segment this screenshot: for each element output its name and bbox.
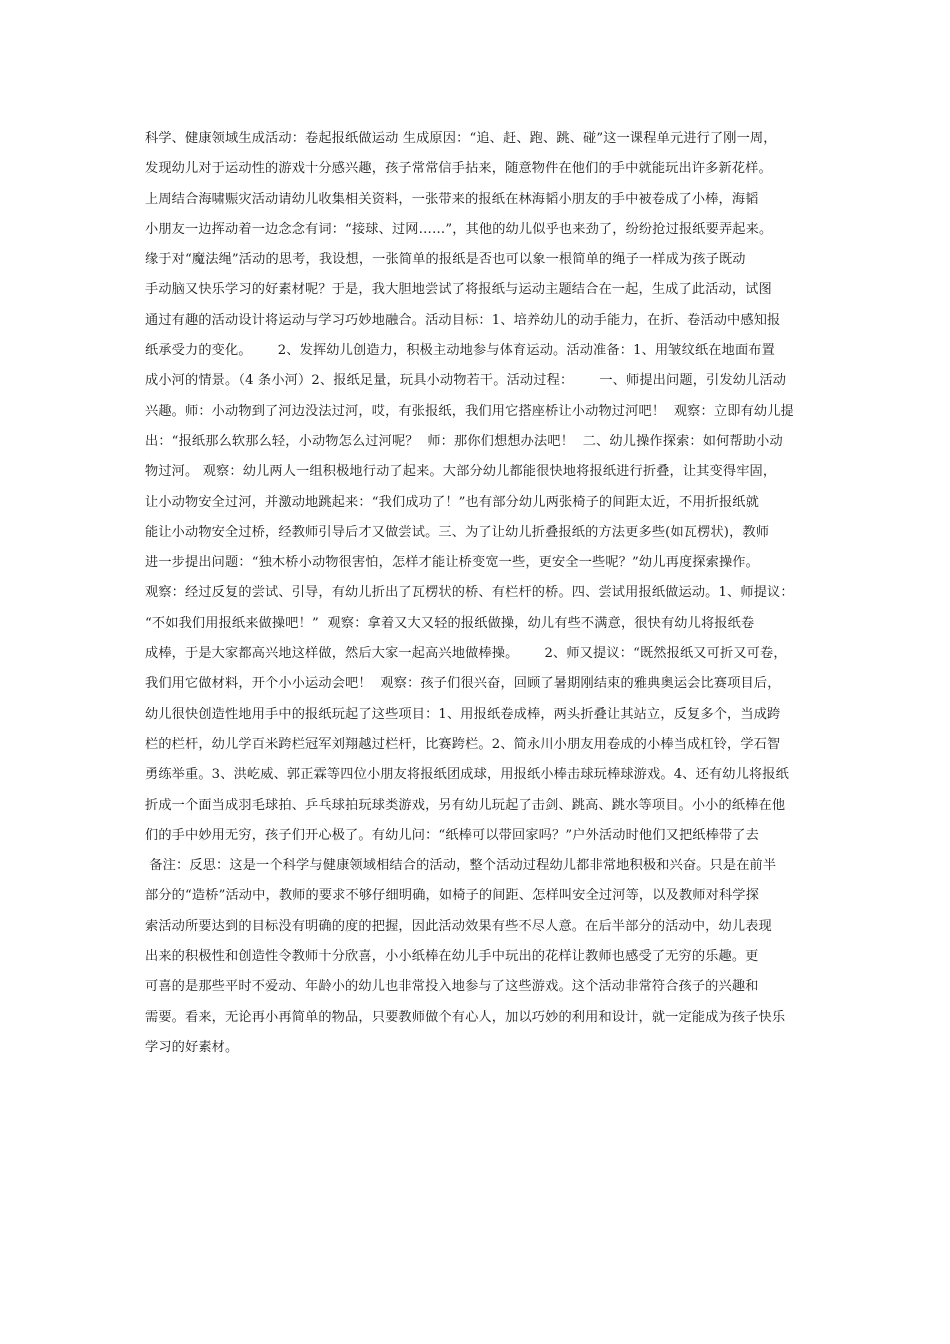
text-line: 上周结合海啸赈灾活动请幼儿收集相关资料，一张带来的报纸在林海韬小朋友的手中被卷成了小棒，海韬 <box>145 191 759 207</box>
text-line: 纸承受力的变化。 2、发挥幼儿创造力，积极主动地参与体育运动。活动准备：1、用皱纹纸在地面布置 <box>145 343 775 359</box>
text-line: 出：“报纸那么软那么轻，小动物怎么过河呢？ 师：那你们想想办法吧！ 二、幼儿操作探索：如何帮助小动 <box>145 433 783 449</box>
document-body <box>145 124 815 1063</box>
text-line: 需要。看来，无论再小再简单的物品，只要教师做个有心人，加以巧妙的利用和设计，就一定能成为孩子快乐 <box>145 1009 786 1025</box>
text-line: 兴趣。师：小动物到了河边没法过河，哎，有张报纸，我们用它搭座桥让小动物过河吧！ 观察：立即有幼儿提 <box>145 403 794 419</box>
text-line: 成棒，于是大家都高兴地这样做，然后大家一起高兴地做棒操。 2、师又提议：“既然报纸又可折又可卷， <box>145 646 787 662</box>
text-line: 成小河的情景。（4 条小河）2、报纸足量，玩具小动物若干。活动过程： 一、师提出问题，引发幼儿活动 <box>145 373 787 389</box>
text-line: 通过有趣的活动设计将运动与学习巧妙地融合。活动目标：1、培养幼儿的动手能力，在折、卷活动中感知报 <box>145 312 781 328</box>
text-line: 手动脑又快乐学习的好素材呢？于是，我大胆地尝试了将报纸与运动主题结合在一起，生成了此活动，试图 <box>145 282 772 298</box>
text-line: 能让小动物安全过桥，经教师引导后才又做尝试。三、为了让幼儿折叠报纸的方法更多些(如瓦楞状)，教师 <box>145 524 770 540</box>
text-line: 们的手中妙用无穷，孩子们开心极了。有幼儿问：“纸棒可以带回家吗？”户外活动时他们又把纸棒带了去 <box>145 827 759 843</box>
text-line: 出来的积极性和创造性令教师十分欣喜，小小纸棒在幼儿手中玩出的花样让教师也感受了无穷的乐趣。更 <box>145 949 759 965</box>
text-line: 让小动物安全过河，并激动地跳起来：“我们成功了！”也有部分幼儿两张椅子的间距太近，不用折报纸就 <box>145 494 759 510</box>
text-line: 栏的栏杆，幼儿学百米跨栏冠军刘翔越过栏杆，比赛跨栏。2、简永川小朋友用卷成的小棒当成杠铃，学石智 <box>145 736 781 752</box>
text-line: 小朋友一边挥动着一边念念有词：“接球、过网……”，其他的幼儿似乎也来劲了，纷纷抢过报纸要弄起来。 <box>145 221 773 237</box>
text-line: 学习的好素材。 <box>145 1039 239 1055</box>
text-line: 科学、健康领域生成活动：卷起报纸做运动 生成原因：“追、赶、跑、跳、碰”这一课程单元进行了刚一周， <box>145 131 777 146</box>
text-line: 发现幼儿对于运动性的游戏十分感兴趣，孩子常常信手拈来，随意物件在他们的手中就能玩出许多新花样。 <box>145 161 772 177</box>
text-line: 进一步提出问题：“独木桥小动物很害怕，怎样才能让桥变宽一些，更安全一些呢？”幼儿再度探索操作。 <box>145 555 759 571</box>
text-line: 索活动所要达到的目标没有明确的度的把握，因此活动效果有些不尽人意。在后半部分的活动中，幼儿表现 <box>145 918 772 934</box>
text-line: 部分的“造桥”活动中，教师的要求不够仔细明确，如椅子的间距、怎样叫安全过河等，以及教师对科学探 <box>145 888 759 904</box>
text-line: 可喜的是那些平时不爱动、年龄小的幼儿也非常投入地参与了这些游戏。这个活动非常符合孩子的兴趣和 <box>145 979 759 995</box>
text-line: 幼儿很快创造性地用手中的报纸玩起了这些项目：1、用报纸卷成棒，两头折叠让其站立，反复多个，当成跨 <box>145 706 781 722</box>
text-line: “不如我们用报纸来做操吧！” 观察：拿着又大又轻的报纸做操，幼儿有些不满意，很快有幼儿将报纸卷 <box>145 615 755 631</box>
text-line: 观察：经过反复的尝试、引导，有幼儿折出了瓦楞状的桥、有栏杆的桥。四、尝试用报纸做运动。1、师提议： <box>145 585 794 601</box>
text-line: 缘于对“魔法绳”活动的思考，我设想，一张简单的报纸是否也可以象一根简单的绳子一样成为孩子既动 <box>145 252 746 268</box>
text-line: 折成一个面当成羽毛球拍、乒乓球拍玩球类游戏，另有幼儿玩起了击剑、跳高、跳水等项目。小小的纸棒在他 <box>145 797 786 813</box>
text-line: 备注：反思：这是一个科学与健康领域相结合的活动，整个活动过程幼儿都非常地积极和兴奋。只是在前半 <box>145 858 777 874</box>
text-line: 物过河。 观察：幼儿两人一组积极地行动了起来。大部分幼儿都能很快地将报纸进行折叠，让其变得牢固， <box>145 464 777 480</box>
text-line: 勇练举重。3、洪屹威、郭正霖等四位小朋友将报纸团成球，用报纸小棒击球玩棒球游戏。4、还有幼儿将报纸 <box>145 767 789 783</box>
text-line: 我们用它做材料，开个小小运动会吧！ 观察：孩子们很兴奋，回顾了暑期刚结束的雅典奥运会比赛项目后， <box>145 676 781 692</box>
